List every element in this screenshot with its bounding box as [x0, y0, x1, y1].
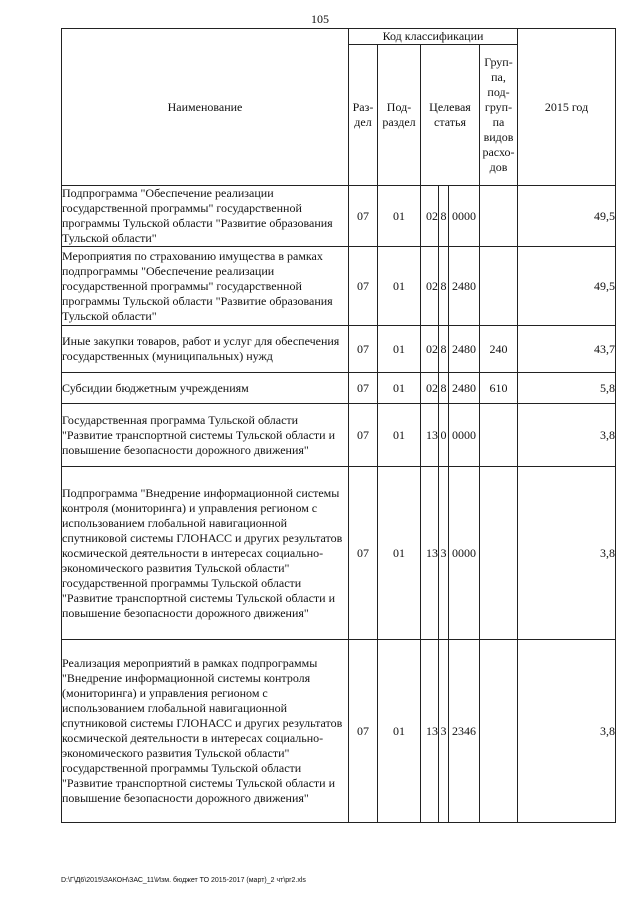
- row-vid: [480, 467, 518, 640]
- header-podrazdel: Под- раздел: [378, 45, 421, 186]
- row-cs-subprogram: 8: [439, 326, 449, 373]
- row-cs-direction: 2480: [449, 247, 480, 326]
- row-cs-direction: 2480: [449, 373, 480, 404]
- header-razdel: Раз- дел: [349, 45, 378, 186]
- table-row: [62, 326, 616, 373]
- row-name: Подпрограмма "Обеспечение реализации государственной программы" государственной программы Тульской области "Развитие образования Тульской области": [62, 186, 349, 247]
- file-path-footer: D:\Г\Д6\2015\ЗАКОН\ЗАС_11\Изм. бюджет ТО 2015-2017 (март)_2 чт\pr2.xls: [61, 877, 306, 884]
- row-amount: 3,8: [518, 640, 616, 823]
- row-amount: 49,5: [518, 247, 616, 326]
- header-tselevaya-statya: Целевая статья: [421, 45, 480, 186]
- row-podrazdel: 01: [378, 326, 421, 373]
- table-row: [62, 373, 616, 404]
- row-name: Мероприятия по страхованию имущества в рамках подпрограммы "Обеспечение реализации государственной программы" государственной программы Тульской области "Развитие образования Тульской области": [62, 247, 349, 326]
- row-podrazdel: 01: [378, 467, 421, 640]
- row-cs-program: 02: [421, 247, 439, 326]
- row-razdel: 07: [349, 467, 378, 640]
- row-razdel: 07: [349, 186, 378, 247]
- row-razdel: 07: [349, 247, 378, 326]
- row-cs-direction: 0000: [449, 404, 480, 467]
- row-razdel: 07: [349, 373, 378, 404]
- header-name: Наименование: [62, 29, 349, 186]
- table-row: [62, 186, 616, 247]
- row-podrazdel: 01: [378, 186, 421, 247]
- row-cs-subprogram: 8: [439, 247, 449, 326]
- row-cs-direction: 2346: [449, 640, 480, 823]
- row-name: Субсидии бюджетным учреждениям: [62, 373, 349, 404]
- table-row: [62, 247, 616, 326]
- row-vid: [480, 247, 518, 326]
- row-name: Государственная программа Тульской области "Развитие транспортной системы Тульской области и повышение безопасности дорожного движения": [62, 404, 349, 467]
- row-cs-program: 13: [421, 467, 439, 640]
- row-cs-subprogram: 8: [439, 186, 449, 247]
- row-name: Реализация мероприятий в рамках подпрограммы "Внедрение информационной системы контроля (мониторинга) и управления регионом с использованием глобальной навигационной спутниковой системы ГЛОНАСС и других результатов космической деятельности в интересах социально-экономического развития Тульской области" государственной программы Тульской области "Развитие транспортной системы Тульской области и повышение безопасности дорожного движения": [62, 640, 349, 823]
- row-podrazdel: 01: [378, 404, 421, 467]
- row-name: Иные закупки товаров, работ и услуг для обеспечения государственных (муниципальных) нужд: [62, 326, 349, 373]
- row-cs-direction: 2480: [449, 326, 480, 373]
- table-row: [62, 467, 616, 640]
- row-vid: 240: [480, 326, 518, 373]
- row-cs-program: 02: [421, 186, 439, 247]
- row-vid: 610: [480, 373, 518, 404]
- row-amount: 3,8: [518, 467, 616, 640]
- row-cs-direction: 0000: [449, 186, 480, 247]
- row-vid: [480, 186, 518, 247]
- row-name: Подпрограмма "Внедрение информационной системы контроля (мониторинга) и управления регионом с использованием глобальной навигационной спутниковой системы ГЛОНАСС и других результатов космической деятельности в интересах социально-экономического развития Тульской области" государственной программы Тульской области "Развитие транспортной системы Тульской области и повышение безопасности дорожного движения": [62, 467, 349, 640]
- row-amount: 3,8: [518, 404, 616, 467]
- row-cs-program: 02: [421, 326, 439, 373]
- row-cs-subprogram: 3: [439, 640, 449, 823]
- table-row: [62, 640, 616, 823]
- row-podrazdel: 01: [378, 247, 421, 326]
- header-row: [62, 29, 616, 45]
- row-podrazdel: 01: [378, 640, 421, 823]
- row-cs-subprogram: 3: [439, 467, 449, 640]
- row-razdel: 07: [349, 640, 378, 823]
- row-cs-program: 13: [421, 404, 439, 467]
- header-year: 2015 год: [518, 29, 616, 186]
- row-amount: 5,8: [518, 373, 616, 404]
- budget-table: [61, 28, 616, 823]
- row-razdel: 07: [349, 404, 378, 467]
- row-cs-program: 02: [421, 373, 439, 404]
- header-code-classification: Код классификации: [349, 29, 518, 45]
- table-row: [62, 404, 616, 467]
- row-vid: [480, 640, 518, 823]
- row-cs-direction: 0000: [449, 467, 480, 640]
- row-amount: 43,7: [518, 326, 616, 373]
- header-gruppa-vidov-rashodov: Груп- па, под- груп- па видов расхо- дов: [480, 45, 518, 186]
- row-podrazdel: 01: [378, 373, 421, 404]
- row-vid: [480, 404, 518, 467]
- row-razdel: 07: [349, 326, 378, 373]
- page-number: 105: [311, 12, 329, 26]
- row-amount: 49,5: [518, 186, 616, 247]
- row-cs-program: 13: [421, 640, 439, 823]
- row-cs-subprogram: 0: [439, 404, 449, 467]
- row-cs-subprogram: 8: [439, 373, 449, 404]
